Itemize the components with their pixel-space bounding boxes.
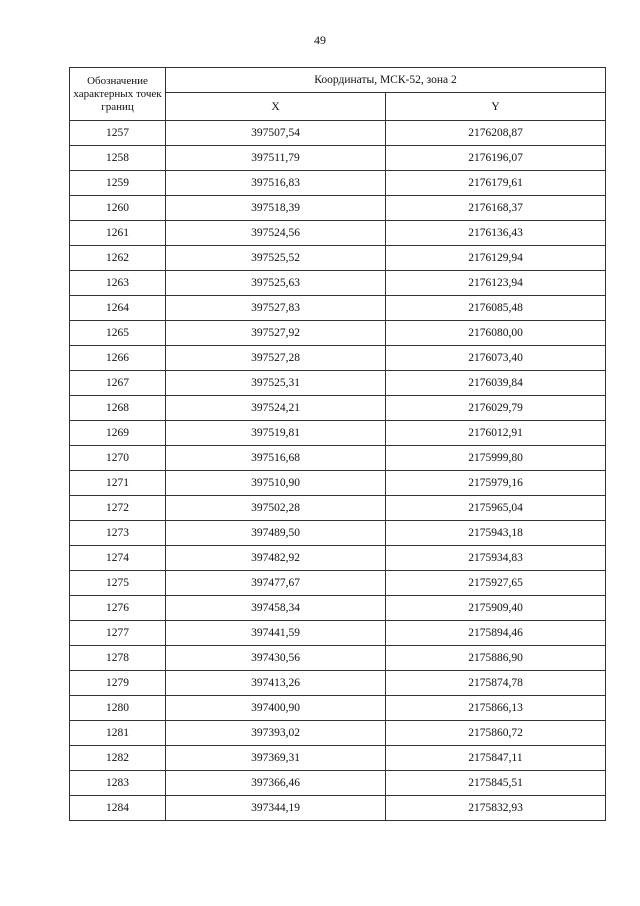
y-coordinate-cell: 2175909,40 xyxy=(386,596,606,621)
table-row xyxy=(70,421,606,446)
y-coordinate-cell: 2175866,13 xyxy=(386,696,606,721)
x-coordinate-cell: 397511,79 xyxy=(166,146,386,171)
point-number-cell: 1283 xyxy=(70,771,166,796)
table-row xyxy=(70,521,606,546)
point-number-cell: 1276 xyxy=(70,596,166,621)
y-coordinate-cell: 2175874,78 xyxy=(386,671,606,696)
table-body xyxy=(70,121,606,821)
point-number-cell: 1262 xyxy=(70,246,166,271)
table-row xyxy=(70,596,606,621)
table-row xyxy=(70,371,606,396)
header-x: X xyxy=(166,93,386,121)
y-coordinate-cell: 2176012,91 xyxy=(386,421,606,446)
table-row xyxy=(70,696,606,721)
x-coordinate-cell: 397507,54 xyxy=(166,121,386,146)
point-number-cell: 1267 xyxy=(70,371,166,396)
table-row xyxy=(70,121,606,146)
table-row xyxy=(70,546,606,571)
x-coordinate-cell: 397369,31 xyxy=(166,746,386,771)
table-row xyxy=(70,646,606,671)
x-coordinate-cell: 397393,02 xyxy=(166,721,386,746)
x-coordinate-cell: 397519,81 xyxy=(166,421,386,446)
point-number-cell: 1274 xyxy=(70,546,166,571)
y-coordinate-cell: 2175847,11 xyxy=(386,746,606,771)
table-row xyxy=(70,721,606,746)
table-row xyxy=(70,171,606,196)
x-coordinate-cell: 397525,63 xyxy=(166,271,386,296)
y-coordinate-cell: 2176129,94 xyxy=(386,246,606,271)
point-number-cell: 1281 xyxy=(70,721,166,746)
y-coordinate-cell: 2175965,04 xyxy=(386,496,606,521)
x-coordinate-cell: 397477,67 xyxy=(166,571,386,596)
table-row xyxy=(70,796,606,821)
point-number-cell: 1269 xyxy=(70,421,166,446)
point-number-cell: 1280 xyxy=(70,696,166,721)
page-number: 49 xyxy=(314,33,326,47)
x-coordinate-cell: 397413,26 xyxy=(166,671,386,696)
table-row xyxy=(70,246,606,271)
x-coordinate-cell: 397502,28 xyxy=(166,496,386,521)
table-row xyxy=(70,221,606,246)
y-coordinate-cell: 2176123,94 xyxy=(386,271,606,296)
y-coordinate-cell: 2176080,00 xyxy=(386,321,606,346)
point-number-cell: 1265 xyxy=(70,321,166,346)
point-number-cell: 1257 xyxy=(70,121,166,146)
x-coordinate-cell: 397527,83 xyxy=(166,296,386,321)
point-number-cell: 1268 xyxy=(70,396,166,421)
x-coordinate-cell: 397458,34 xyxy=(166,596,386,621)
header-y: Y xyxy=(386,93,606,121)
x-coordinate-cell: 397525,31 xyxy=(166,371,386,396)
y-coordinate-cell: 2176208,87 xyxy=(386,121,606,146)
table-row xyxy=(70,146,606,171)
y-coordinate-cell: 2175979,16 xyxy=(386,471,606,496)
table-row xyxy=(70,621,606,646)
x-coordinate-cell: 397430,56 xyxy=(166,646,386,671)
table-row xyxy=(70,496,606,521)
header-point-designation: Обозначение характерных точек границ xyxy=(70,68,166,121)
table-row xyxy=(70,746,606,771)
x-coordinate-cell: 397524,21 xyxy=(166,396,386,421)
y-coordinate-cell: 2176085,48 xyxy=(386,296,606,321)
x-coordinate-cell: 397527,92 xyxy=(166,321,386,346)
y-coordinate-cell: 2175886,90 xyxy=(386,646,606,671)
point-number-cell: 1270 xyxy=(70,446,166,471)
coordinates-table xyxy=(69,67,606,821)
x-coordinate-cell: 397525,52 xyxy=(166,246,386,271)
point-number-cell: 1266 xyxy=(70,346,166,371)
table-row xyxy=(70,296,606,321)
table-row xyxy=(70,571,606,596)
y-coordinate-cell: 2175927,65 xyxy=(386,571,606,596)
table-row xyxy=(70,671,606,696)
point-number-cell: 1261 xyxy=(70,221,166,246)
table-row xyxy=(70,346,606,371)
y-coordinate-cell: 2175943,18 xyxy=(386,521,606,546)
point-number-cell: 1284 xyxy=(70,796,166,821)
table-row xyxy=(70,446,606,471)
y-coordinate-cell: 2175999,80 xyxy=(386,446,606,471)
point-number-cell: 1260 xyxy=(70,196,166,221)
table-row xyxy=(70,471,606,496)
table-row xyxy=(70,771,606,796)
point-number-cell: 1263 xyxy=(70,271,166,296)
x-coordinate-cell: 397527,28 xyxy=(166,346,386,371)
table-row xyxy=(70,271,606,296)
y-coordinate-cell: 2175860,72 xyxy=(386,721,606,746)
header-coordinates: Координаты, МСК-52, зона 2 xyxy=(166,68,606,93)
point-number-cell: 1259 xyxy=(70,171,166,196)
x-coordinate-cell: 397524,56 xyxy=(166,221,386,246)
point-number-cell: 1272 xyxy=(70,496,166,521)
x-coordinate-cell: 397482,92 xyxy=(166,546,386,571)
y-coordinate-cell: 2176029,79 xyxy=(386,396,606,421)
table-row xyxy=(70,321,606,346)
x-coordinate-cell: 397441,59 xyxy=(166,621,386,646)
point-number-cell: 1275 xyxy=(70,571,166,596)
point-number-cell: 1282 xyxy=(70,746,166,771)
x-coordinate-cell: 397489,50 xyxy=(166,521,386,546)
y-coordinate-cell: 2176073,40 xyxy=(386,346,606,371)
y-coordinate-cell: 2175934,83 xyxy=(386,546,606,571)
table-row xyxy=(70,196,606,221)
x-coordinate-cell: 397516,68 xyxy=(166,446,386,471)
point-number-cell: 1277 xyxy=(70,621,166,646)
y-coordinate-cell: 2175894,46 xyxy=(386,621,606,646)
point-number-cell: 1278 xyxy=(70,646,166,671)
x-coordinate-cell: 397344,19 xyxy=(166,796,386,821)
y-coordinate-cell: 2175832,93 xyxy=(386,796,606,821)
point-number-cell: 1271 xyxy=(70,471,166,496)
x-coordinate-cell: 397516,83 xyxy=(166,171,386,196)
table-row xyxy=(70,396,606,421)
x-coordinate-cell: 397510,90 xyxy=(166,471,386,496)
y-coordinate-cell: 2176179,61 xyxy=(386,171,606,196)
x-coordinate-cell: 397518,39 xyxy=(166,196,386,221)
x-coordinate-cell: 397366,46 xyxy=(166,771,386,796)
x-coordinate-cell: 397400,90 xyxy=(166,696,386,721)
y-coordinate-cell: 2175845,51 xyxy=(386,771,606,796)
y-coordinate-cell: 2176168,37 xyxy=(386,196,606,221)
point-number-cell: 1279 xyxy=(70,671,166,696)
y-coordinate-cell: 2176196,07 xyxy=(386,146,606,171)
point-number-cell: 1258 xyxy=(70,146,166,171)
y-coordinate-cell: 2176039,84 xyxy=(386,371,606,396)
point-number-cell: 1273 xyxy=(70,521,166,546)
y-coordinate-cell: 2176136,43 xyxy=(386,221,606,246)
point-number-cell: 1264 xyxy=(70,296,166,321)
